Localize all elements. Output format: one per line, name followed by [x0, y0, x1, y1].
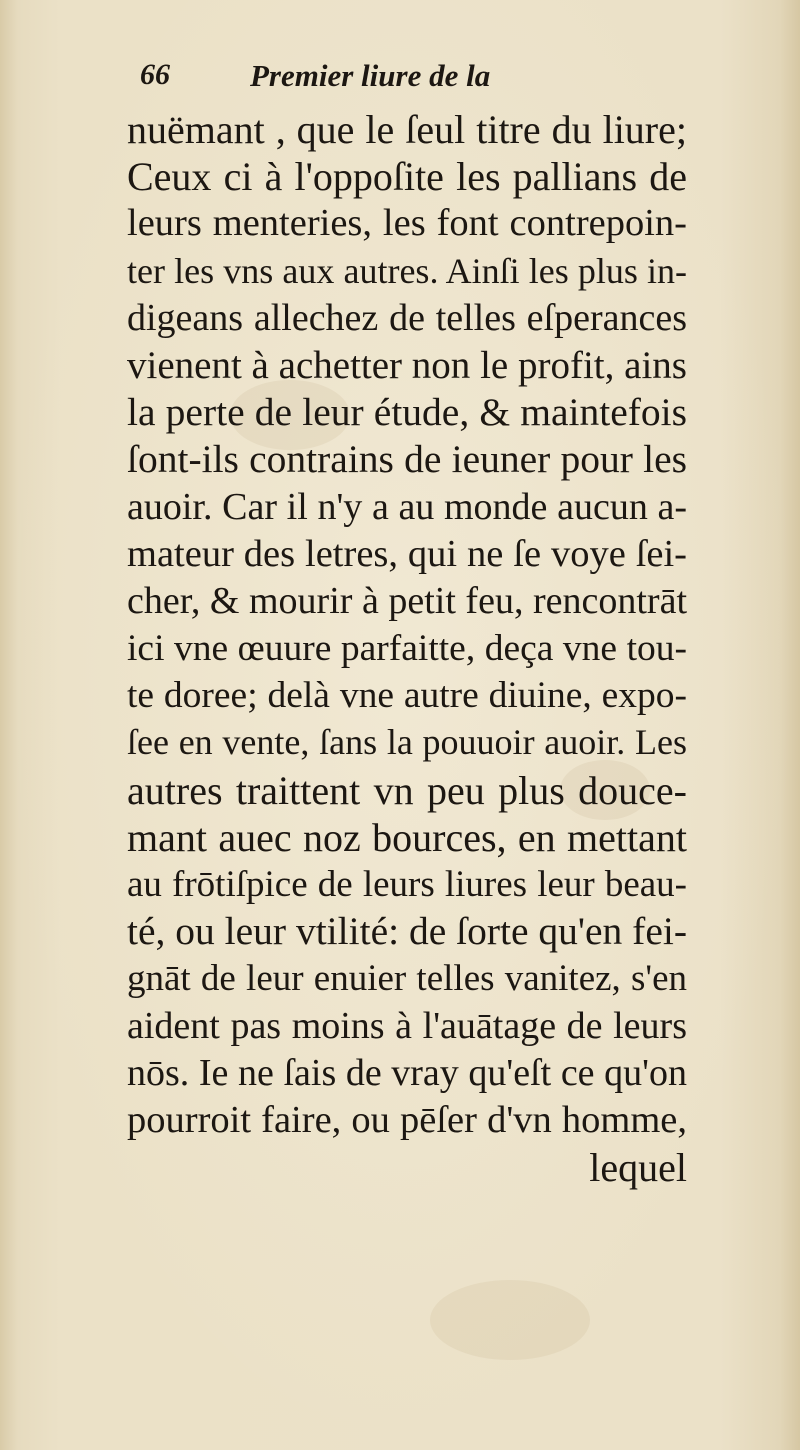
text-line: ſont-ils contrains de ieuner pour les [127, 437, 687, 482]
catchword: lequel [589, 1145, 687, 1191]
running-head: Premier liure de la [250, 58, 491, 93]
page-header [140, 58, 660, 102]
paper-stain [430, 1280, 590, 1360]
text-line: mateur des letres, qui ne ſe voye ſei- [127, 532, 687, 575]
text-line: la perte de leur étude, & maintefois [127, 390, 687, 435]
text-line: mant auec noz bources, en mettant [127, 814, 687, 860]
text-line: nōs. Ie ne ſais de vray qu'eſt ce qu'on [127, 1051, 687, 1094]
page-number: 66 [140, 58, 170, 91]
text-line: gnāt de leur enuier telles vanitez, s'en [127, 958, 687, 1000]
text-line: aident pas moins à l'auātage de leurs [127, 1004, 687, 1047]
text-line: leurs menteries, les font contrepoin- [127, 202, 687, 245]
text-line: au frōtiſpice de leurs liures leur beau- [127, 864, 687, 905]
text-line: te doree; delà vne autre diuine, expo- [127, 675, 687, 717]
text-line: Ceux ci à l'oppoſite les pallians de [127, 154, 687, 200]
text-line: cher, & mourir à petit feu, rencontrāt [127, 579, 687, 622]
text-line: auoir. Car il n'y a au monde aucun a- [127, 485, 687, 528]
body-text [127, 106, 687, 1191]
text-line: ter les vns aux autres. Ainſi les plus in- [127, 250, 687, 291]
text-line: autres traittent vn peu plus douce- [127, 767, 687, 813]
text-line: vienent à achetter non le profit, ains [127, 343, 687, 387]
text-line: nuëmant , que le ſeul titre du liure; [127, 107, 687, 152]
text-line: pourroit faire, ou pēſer d'vn homme, [127, 1098, 687, 1141]
text-line: té, ou leur vtilité: de ſorte qu'en fei- [127, 909, 687, 954]
text-line: digeans allechez de telles eſperances [127, 296, 687, 339]
text-line: ſee en vente, ſans la pouuoir auoir. Les [127, 722, 687, 763]
text-line: ici vne œuure parfaitte, deça vne tou- [127, 628, 687, 670]
